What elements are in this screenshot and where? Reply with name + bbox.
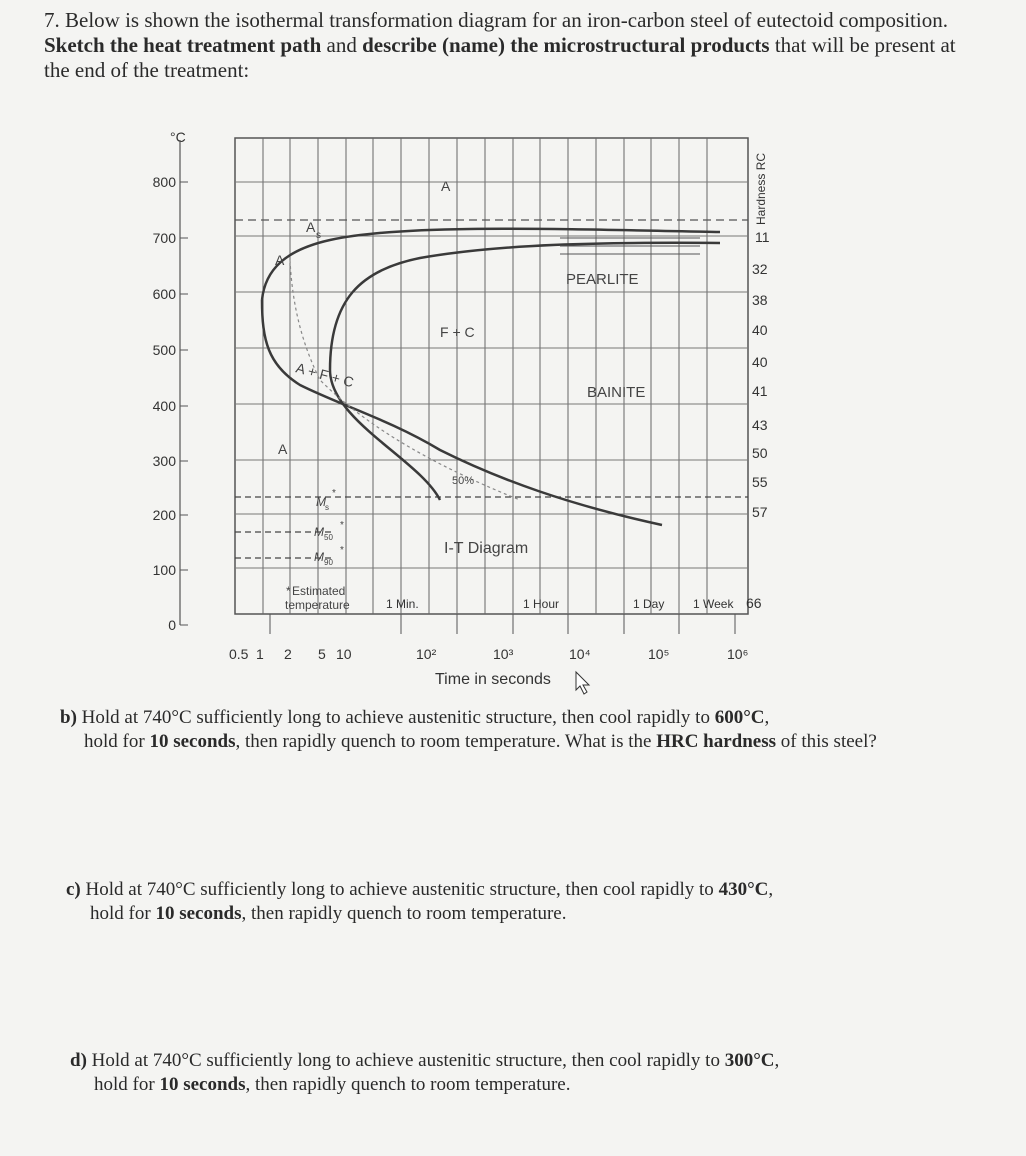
- svg-text:10: 10: [336, 646, 352, 662]
- y-ticks: [180, 182, 188, 625]
- svg-text:*: *: [286, 584, 291, 598]
- svg-text:66: 66: [746, 595, 762, 611]
- y-tick-labels: [153, 174, 177, 633]
- svg-text:temperature: temperature: [285, 598, 350, 612]
- label-afc: A + F + C: [294, 359, 356, 391]
- end-curve: [330, 243, 720, 500]
- svg-text:0: 0: [168, 617, 176, 633]
- svg-text:800: 800: [152, 174, 176, 190]
- svg-text:400: 400: [152, 398, 176, 414]
- x-axis-label: Time in seconds: [435, 671, 551, 688]
- label-pearlite: PEARLITE: [566, 271, 639, 288]
- svg-text:10⁴: 10⁴: [569, 646, 591, 662]
- label-a-low: A: [278, 441, 288, 457]
- svg-text:700: 700: [152, 230, 176, 246]
- question-7-text: 7. Below is shown the isothermal transformation diagram for an iron-carbon steel of eutectoid composition. Sketch the heat treatment path and describe (name) the microstructural products that will be present at the end of the treatment:: [44, 8, 956, 82]
- svg-text:2: 2: [284, 646, 292, 662]
- svg-text:1 Day: 1 Day: [633, 597, 665, 611]
- svg-text:s: s: [325, 503, 329, 512]
- label-ms: M: [316, 495, 326, 509]
- svg-text:100: 100: [152, 562, 176, 578]
- svg-text:40: 40: [752, 354, 768, 370]
- label-fifty: 50%: [452, 475, 475, 487]
- cursor-icon: [576, 672, 589, 694]
- hardness-values: [746, 229, 770, 611]
- svg-text:1 Min.: 1 Min.: [386, 597, 419, 611]
- svg-text:40: 40: [752, 322, 768, 338]
- svg-text:57: 57: [752, 504, 768, 520]
- svg-text:1 Hour: 1 Hour: [523, 597, 560, 611]
- svg-text:90: 90: [324, 558, 333, 567]
- svg-text:10³: 10³: [493, 646, 514, 662]
- svg-text:s: s: [316, 230, 321, 241]
- svg-text:10⁵: 10⁵: [648, 646, 670, 662]
- question-c: c) Hold at 740°C sufficiently long to achieve austenitic structure, then cool rapidly to 430°C, hold for 10 seconds, then rapidly quench to room temperature.: [66, 879, 774, 924]
- label-bainite: BAINITE: [587, 384, 646, 401]
- label-fc: F + C: [440, 324, 475, 340]
- time-markers: [386, 597, 734, 611]
- question-number: 7.: [44, 8, 60, 32]
- svg-text:50: 50: [752, 445, 768, 461]
- svg-text:38: 38: [752, 292, 768, 308]
- svg-text:41: 41: [752, 383, 768, 399]
- question-d: d) Hold at 740°C sufficiently long to achieve austenitic structure, then cool rapidly to 300°C, hold for 10 seconds, then rapidly quench to room temperature.: [70, 1050, 780, 1095]
- question-b: b) Hold at 740°C sufficiently long to achieve austenitic structure, then cool rapidly to 600°C, hold for 10 seconds, then rapidly quench to room temperature. What is the HRC hardness of this steel?: [60, 707, 877, 752]
- label-m50: M: [314, 525, 324, 539]
- label-estimated: Estimated: [292, 584, 346, 598]
- x-axis-ticks: [270, 614, 735, 634]
- label-a-left: A: [275, 252, 285, 268]
- svg-text:1 Week: 1 Week: [693, 597, 734, 611]
- y-axis-unit: °C: [170, 129, 186, 145]
- svg-text:50: 50: [324, 533, 333, 542]
- svg-text:10⁶: 10⁶: [727, 646, 749, 662]
- hardness-label: Hardness RC: [754, 152, 768, 225]
- svg-text:43: 43: [752, 417, 768, 433]
- svg-text:1: 1: [256, 646, 264, 662]
- label-as: A: [306, 219, 316, 235]
- svg-text:0.5: 0.5: [229, 646, 249, 662]
- svg-text:5: 5: [318, 646, 326, 662]
- svg-text:500: 500: [152, 342, 176, 358]
- svg-text:55: 55: [752, 474, 768, 490]
- label-a-top: A: [441, 178, 451, 194]
- svg-text:600: 600: [152, 286, 176, 302]
- svg-text:11: 11: [755, 229, 770, 245]
- svg-text:10²: 10²: [416, 646, 437, 662]
- label-m90: M: [314, 550, 324, 564]
- instruction-describe: describe (name) the microstructural products: [362, 33, 770, 57]
- svg-text:200: 200: [152, 507, 176, 523]
- svg-text:*: *: [332, 488, 336, 499]
- svg-text:*: *: [340, 545, 344, 556]
- svg-text:300: 300: [152, 453, 176, 469]
- svg-text:32: 32: [752, 261, 768, 277]
- label-it-diagram: I-T Diagram: [444, 540, 529, 557]
- instruction-sketch: Sketch the heat treatment path: [44, 33, 322, 57]
- svg-text:*: *: [340, 520, 344, 531]
- x-tick-labels: [229, 646, 748, 662]
